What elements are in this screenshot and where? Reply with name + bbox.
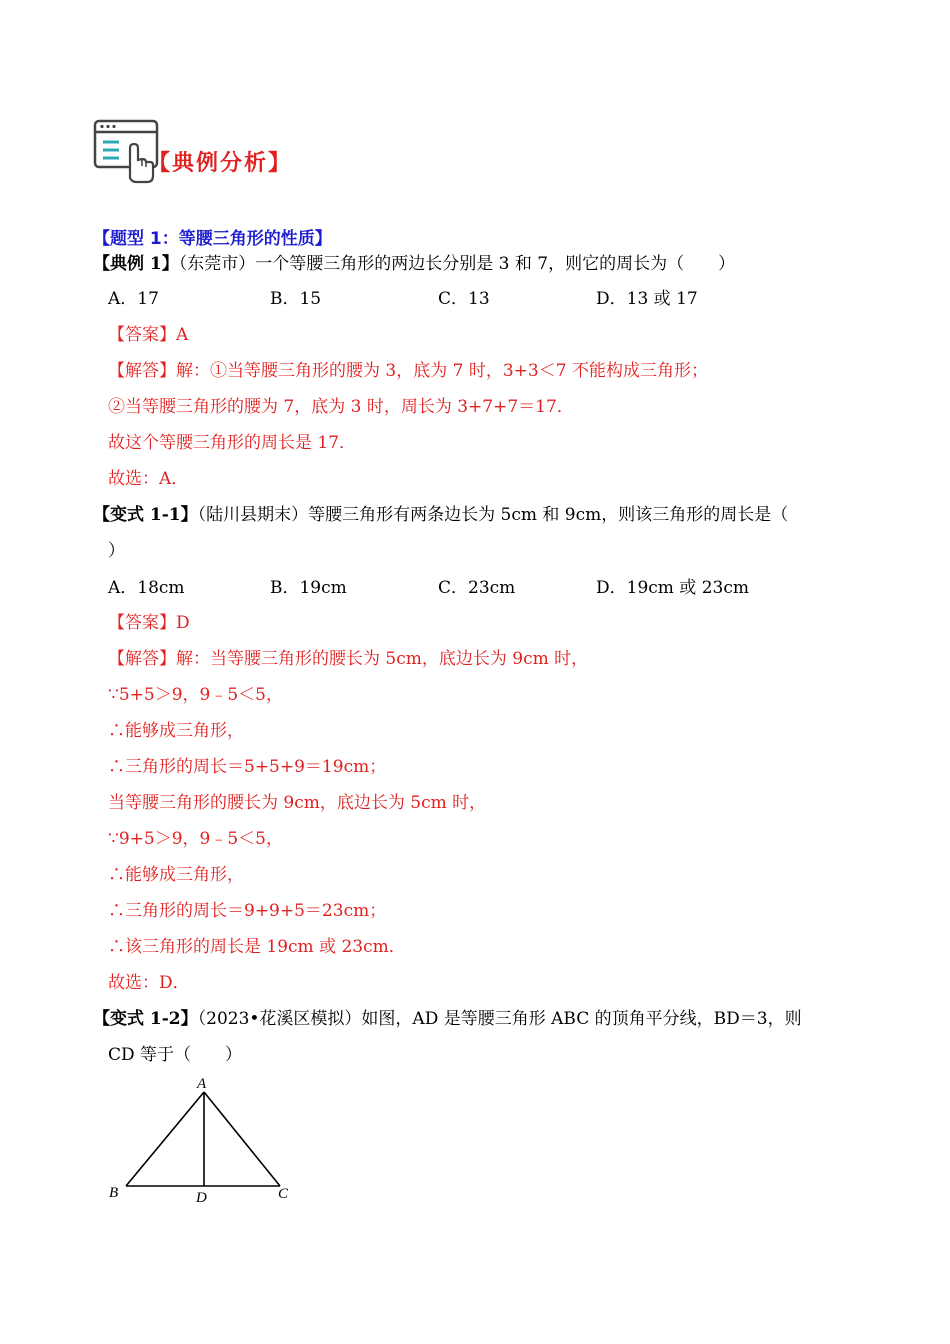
option-a: A．18cm: [108, 578, 185, 598]
answer-line: [108, 324, 188, 346]
question-text-continued: ）: [108, 541, 125, 561]
question-2: [93, 504, 788, 526]
answer-label: 【答案】: [108, 325, 176, 345]
solution-label: 【解答】: [108, 649, 176, 669]
solution-line: ∵9+5＞9，9﹣5＜5，: [108, 829, 283, 849]
option-a: A．17: [108, 289, 159, 309]
solution-text: 解：①当等腰三角形的腰为 3，底为 7 时，3+3＜7 不能构成三角形；: [176, 361, 708, 381]
solution-line: ∵5+5＞9，9﹣5＜5，: [108, 685, 283, 705]
label-a: A: [197, 1076, 207, 1092]
solution-line: ∴能够成三角形，: [108, 865, 244, 885]
solution-line: [108, 360, 708, 382]
solution-line: 当等腰三角形的腰长为 9cm，底边长为 5cm 时，: [108, 793, 487, 813]
triangle-figure: [100, 1070, 310, 1210]
label-d: D: [196, 1190, 207, 1206]
answer-line: [108, 612, 190, 634]
answer-value: A: [176, 325, 189, 345]
question-text: （陆川县期末）等腰三角形有两条边长为 5cm 和 9cm，则该三角形的周长是（: [197, 505, 789, 525]
solution-label: 【解答】: [108, 361, 176, 381]
option-c: C．23cm: [438, 578, 516, 598]
question-text: （东莞市）一个等腰三角形的两边长分别是 3 和 7，则它的周长为（ ）: [178, 254, 736, 274]
option-b: B．15: [270, 289, 322, 309]
option-d: D．19cm 或 23cm: [596, 578, 749, 598]
side-ac: [204, 1092, 280, 1186]
solution-line: ∴三角形的周长＝9+9+5＝23cm；: [108, 901, 387, 921]
section-header-title: 【典例分析】: [148, 150, 293, 176]
solution-line: ∴该三角形的周长是 19cm 或 23cm．: [108, 937, 406, 957]
answer-label: 【答案】: [108, 613, 176, 633]
side-ab: [126, 1092, 204, 1186]
option-b: B．19cm: [270, 578, 347, 598]
section-title: 【题型 1：等腰三角形的性质】: [93, 229, 332, 249]
question-3: [93, 1008, 802, 1030]
question-1: [93, 253, 735, 275]
question-label: 【变式 1-2】: [93, 1009, 198, 1029]
question-label: 【典例 1】: [93, 254, 179, 274]
question-text-continued: CD 等于（ ）: [108, 1045, 243, 1065]
solution-text: 解：当等腰三角形的腰长为 5cm，底边长为 9cm 时，: [176, 649, 589, 669]
label-c: C: [278, 1186, 289, 1202]
question-text: （2023•花溪区模拟）如图，AD 是等腰三角形 ABC 的顶角平分线，BD＝3，则: [197, 1009, 802, 1029]
solution-line: 故选：D．: [108, 973, 190, 993]
solution-line: 故这个等腰三角形的周长是 17．: [108, 433, 357, 453]
label-b: B: [109, 1185, 119, 1201]
solution-line: [108, 648, 588, 670]
solution-line: ∴三角形的周长＝5+5+9＝19cm；: [108, 757, 387, 777]
option-d: D．13 或 17: [596, 289, 698, 309]
solution-line: ∴能够成三角形，: [108, 721, 244, 741]
answer-value: D: [176, 613, 190, 633]
question-label: 【变式 1-1】: [93, 505, 198, 525]
solution-line: ②当等腰三角形的腰为 7，底为 3 时，周长为 3+7+7＝17．: [108, 397, 574, 417]
option-c: C．13: [438, 289, 490, 309]
solution-line: 故选：A．: [108, 469, 189, 489]
